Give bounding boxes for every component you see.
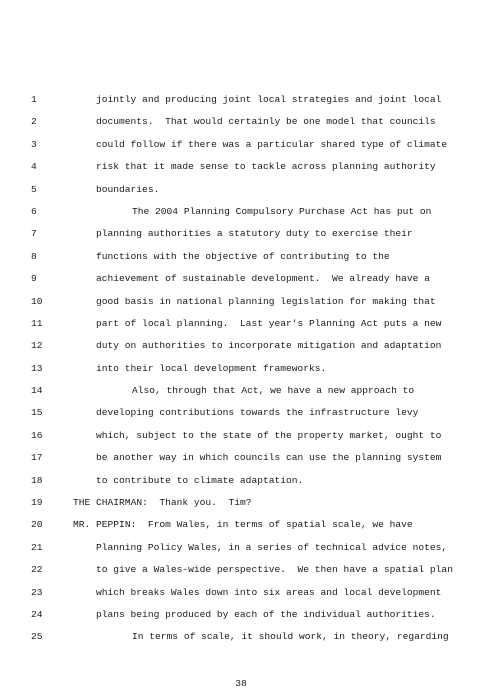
line-number: 17 <box>31 452 43 464</box>
line-number: 22 <box>31 564 43 576</box>
line-text: Planning Policy Wales, in a series of technical advice notes, <box>96 541 448 553</box>
line-number: 16 <box>31 429 43 441</box>
transcript-body <box>0 89 482 649</box>
line-number: 13 <box>31 362 43 374</box>
line-number: 5 <box>31 183 37 195</box>
line-text: duty on authorities to incorporate mitigation and adaptation <box>96 340 442 352</box>
line-number: 9 <box>31 273 37 285</box>
line-number: 19 <box>31 497 43 509</box>
transcript-line <box>0 335 482 357</box>
transcript-line <box>0 470 482 492</box>
transcript-line <box>0 313 482 335</box>
line-text: functions with the objective of contributing to the <box>96 250 390 262</box>
line-text: to contribute to climate adaptation. <box>96 474 304 486</box>
line-number: 7 <box>31 228 37 240</box>
line-text: THE CHAIRMAN: Thank you. Tim? <box>73 497 252 509</box>
line-text: plans being produced by each of the individual authorities. <box>96 608 436 620</box>
line-number: 12 <box>31 340 43 352</box>
line-text: could follow if there was a particular shared type of climate <box>96 138 448 150</box>
line-number: 15 <box>31 407 43 419</box>
transcript-line <box>0 425 482 447</box>
transcript-line <box>0 447 482 469</box>
line-text: boundaries. <box>96 183 160 195</box>
line-text: part of local planning. Last year's Planning Act puts a new <box>96 317 442 329</box>
transcript-line <box>0 111 482 133</box>
page-number: 38 <box>235 678 247 689</box>
line-text: jointly and producing joint local strategies and joint local <box>96 94 442 105</box>
transcript-line <box>0 246 482 268</box>
transcript-line <box>0 604 482 626</box>
line-text: risk that it made sense to tackle across planning authority <box>96 161 436 173</box>
transcript-line <box>0 537 482 559</box>
line-text: which, subject to the state of the property market, ought to <box>96 429 442 441</box>
line-number: 25 <box>31 631 43 643</box>
line-text: Also, through that Act, we have a new approach to <box>132 385 415 397</box>
line-number: 14 <box>31 385 43 397</box>
line-text: to give a Wales-wide perspective. We then have a spatial plan <box>96 564 453 576</box>
transcript-line <box>0 156 482 178</box>
line-number: 20 <box>31 519 43 531</box>
line-text: good basis in national planning legislation for making that <box>96 295 436 307</box>
line-text: In terms of scale, it should work, in theory, regarding <box>132 631 449 643</box>
transcript-line <box>0 626 482 648</box>
line-number: 10 <box>31 295 43 307</box>
line-text: planning authorities a statutory duty to exercise their <box>96 228 413 240</box>
line-text: which breaks Wales down into six areas and local development <box>96 586 442 598</box>
line-number: 2 <box>31 116 37 128</box>
line-number: 8 <box>31 250 37 262</box>
transcript-line <box>0 559 482 581</box>
transcript-line <box>0 402 482 424</box>
line-number: 23 <box>31 586 43 598</box>
line-number: 6 <box>31 205 37 217</box>
transcript-line <box>0 492 482 514</box>
transcript-line <box>0 134 482 156</box>
transcript-line <box>0 89 482 111</box>
line-number: 21 <box>31 541 43 553</box>
line-text: achievement of sustainable development. We already have a <box>96 273 430 285</box>
line-text: The 2004 Planning Compulsory Purchase Act has put on <box>132 205 432 217</box>
line-number: 4 <box>31 161 37 173</box>
line-number: 3 <box>31 138 37 150</box>
transcript-line <box>0 582 482 604</box>
line-text: documents. That would certainly be one model that councils <box>96 116 436 128</box>
transcript-line <box>0 201 482 223</box>
transcript-line <box>0 358 482 380</box>
line-text: into their local development frameworks. <box>96 362 327 374</box>
transcript-line <box>0 514 482 536</box>
line-text: MR. PEPPIN: From Wales, in terms of spatial scale, we have <box>73 519 413 531</box>
transcript-line <box>0 291 482 313</box>
line-number: 1 <box>31 94 37 105</box>
line-text: be another way in which councils can use the planning system <box>96 452 442 464</box>
transcript-line <box>0 380 482 402</box>
line-number: 24 <box>31 608 43 620</box>
transcript-line <box>0 179 482 201</box>
transcript-line <box>0 268 482 290</box>
line-text: developing contributions towards the infrastructure levy <box>96 407 419 419</box>
line-number: 11 <box>31 317 43 329</box>
line-number: 18 <box>31 474 43 486</box>
transcript-line <box>0 223 482 245</box>
